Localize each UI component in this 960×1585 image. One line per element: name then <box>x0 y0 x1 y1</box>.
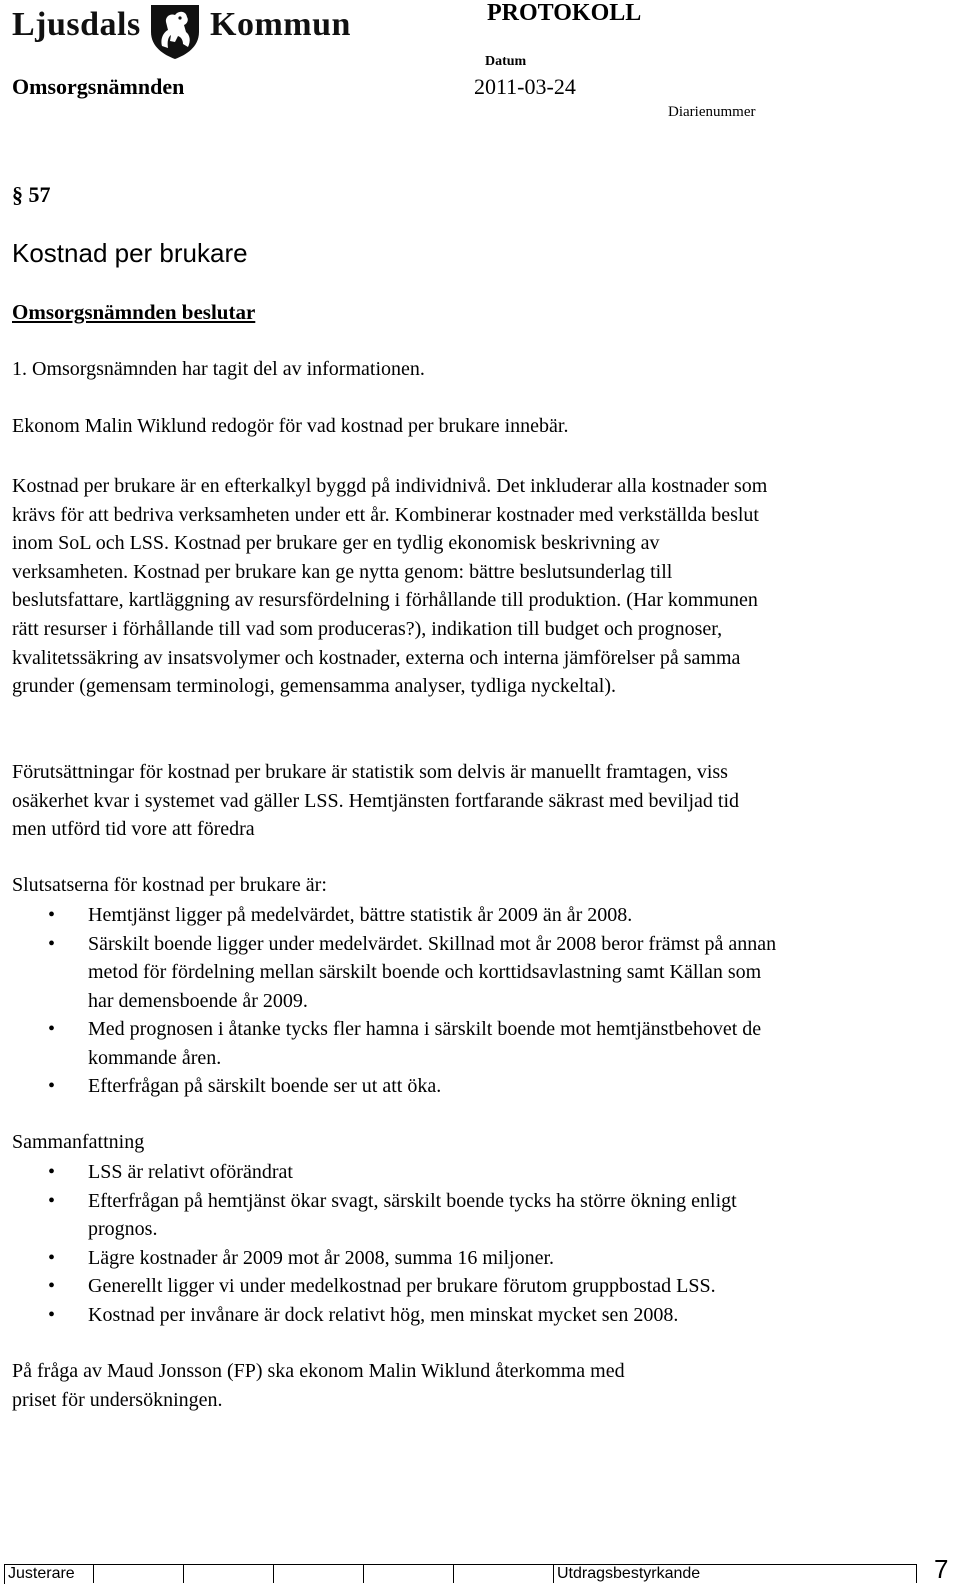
attestation-label: Utdragsbestyrkande <box>557 1565 701 1582</box>
description-paragraph <box>12 472 957 701</box>
footer-signature-table <box>4 1564 917 1584</box>
paragraph-line: beslutsfattare, kartläggning av resursfördelning i förhållande till produktion. (Har kommunen <box>12 589 758 612</box>
paragraph-line: På fråga av Maud Jonsson (FP) ska ekonom Malin Wiklund återkomma med <box>12 1360 625 1382</box>
paragraph-line: priset för undersökningen. <box>12 1388 223 1411</box>
section-title: Kostnad per brukare <box>12 238 248 268</box>
paragraph-line: grunder (gemensam terminologi, gemensamma analyser, tydliga nyckeltal). <box>12 675 617 698</box>
signature-cell <box>183 1564 184 1583</box>
signature-cell <box>453 1564 454 1583</box>
list-item: • Efterfrågan på hemtjänst ökar svagt, särskilt boende tycks ha större ökning enligt prognos. <box>0 1187 960 1244</box>
paragraph-line: kvalitetssäkring av insatsvolymer och kostnader, externa och interna jämförelser på samma <box>12 646 741 669</box>
paragraph-line: men utförd tid vore att föredra <box>12 818 255 841</box>
paragraph-line: rätt resurser i förhållande till vad som produceras?), indikation till budget och prognoser, <box>12 617 723 640</box>
paragraph-line: osäkerhet kvar i systemet vad gäller LSS. Hemtjänsten fortfarande säkrast med beviljad tid <box>12 789 740 812</box>
bullet-icon: • <box>48 1075 56 1097</box>
list-item: • LSS är relativt oförändrat <box>0 1158 960 1187</box>
coat-of-arms-icon <box>148 2 202 60</box>
conclusions-heading: Slutsatserna för kostnad per brukare är: <box>12 874 327 896</box>
list-item: • Särskilt boende ligger under medelvärdet. Skillnad mot år 2008 beror främst på annan metod för fördelning mellan särskilt boende och korttidsavlastning samt Källan som har demensboende år 2009. <box>0 930 960 1016</box>
organization-name: Omsorgsnämnden <box>12 74 185 99</box>
bullet-icon: • <box>48 1303 56 1326</box>
attestation-cell <box>553 1564 554 1583</box>
summary-heading: Sammanfattning <box>12 1131 145 1153</box>
signature-cell <box>273 1564 274 1583</box>
list-item: • Lägre kostnader år 2009 mot år 2008, summa 16 miljoner. <box>0 1244 960 1273</box>
decision-item: 1. Omsorgsnämnden har tagit del av informationen. <box>12 358 425 380</box>
conclusions-list <box>0 901 960 1101</box>
intro-text: Ekonom Malin Wiklund redogör för vad kostnad per brukare innebär. <box>12 415 569 437</box>
logo-text-right: Kommun <box>210 6 351 43</box>
bullet-icon: • <box>48 1275 56 1297</box>
adjuster-label: Justerare <box>8 1565 75 1582</box>
municipality-logo <box>12 2 351 60</box>
bullet-icon: • <box>48 1161 56 1183</box>
closing-paragraph <box>12 1357 957 1414</box>
bullet-icon: • <box>48 1189 56 1212</box>
paragraph-line: krävs för att bedriva verksamheten under ett år. Kombinerar kostnader med verkställda beslut <box>12 503 759 526</box>
list-item: • Kostnad per invånare är dock relativt hög, men minskat mycket sen 2008. <box>0 1301 960 1330</box>
bullet-icon: • <box>48 1246 56 1269</box>
signature-cell <box>93 1564 94 1583</box>
meeting-date: 2011-03-24 <box>474 74 576 99</box>
list-item: • Generellt ligger vi under medelkostnad per brukare förutom gruppbostad LSS. <box>0 1272 960 1301</box>
summary-list <box>0 1158 960 1329</box>
paragraph-number: § 57 <box>12 182 51 207</box>
bullet-icon: • <box>48 932 56 955</box>
signature-cell <box>363 1564 364 1583</box>
list-item: • Med prognosen i åtanke tycks fler hamna i särskilt boende mot hemtjänstbehovet de kommande åren. <box>0 1015 960 1072</box>
paragraph-line: verksamheten. Kostnad per brukare kan ge nytta genom: bättre beslutsunderlag till <box>12 560 673 583</box>
date-label: Datum <box>485 54 527 69</box>
decision-heading: Omsorgsnämnden beslutar <box>12 300 256 324</box>
paragraph-line: Förutsättningar för kostnad per brukare är statistik som delvis är manuellt framtagen, viss <box>12 761 728 783</box>
bullet-icon: • <box>48 1018 56 1040</box>
document-type: PROTOKOLL <box>487 0 642 26</box>
logo-text-left: Ljusdals <box>12 6 141 43</box>
registry-number-label: Diarienummer <box>668 104 756 120</box>
list-item: • Efterfrågan på särskilt boende ser ut att öka. <box>0 1072 960 1101</box>
prerequisites-paragraph <box>12 758 957 844</box>
page-number: 7 <box>934 1554 949 1584</box>
list-item: • Hemtjänst ligger på medelvärdet, bättre statistik år 2009 än år 2008. <box>0 901 960 930</box>
bullet-icon: • <box>48 904 56 926</box>
paragraph-line: Kostnad per brukare är en efterkalkyl byggd på individnivå. Det inkluderar alla kostnader som <box>12 475 768 497</box>
footer-table-edge <box>916 1564 917 1583</box>
paragraph-line: inom SoL och LSS. Kostnad per brukare ger en tydlig ekonomisk beskrivning av <box>12 532 660 555</box>
